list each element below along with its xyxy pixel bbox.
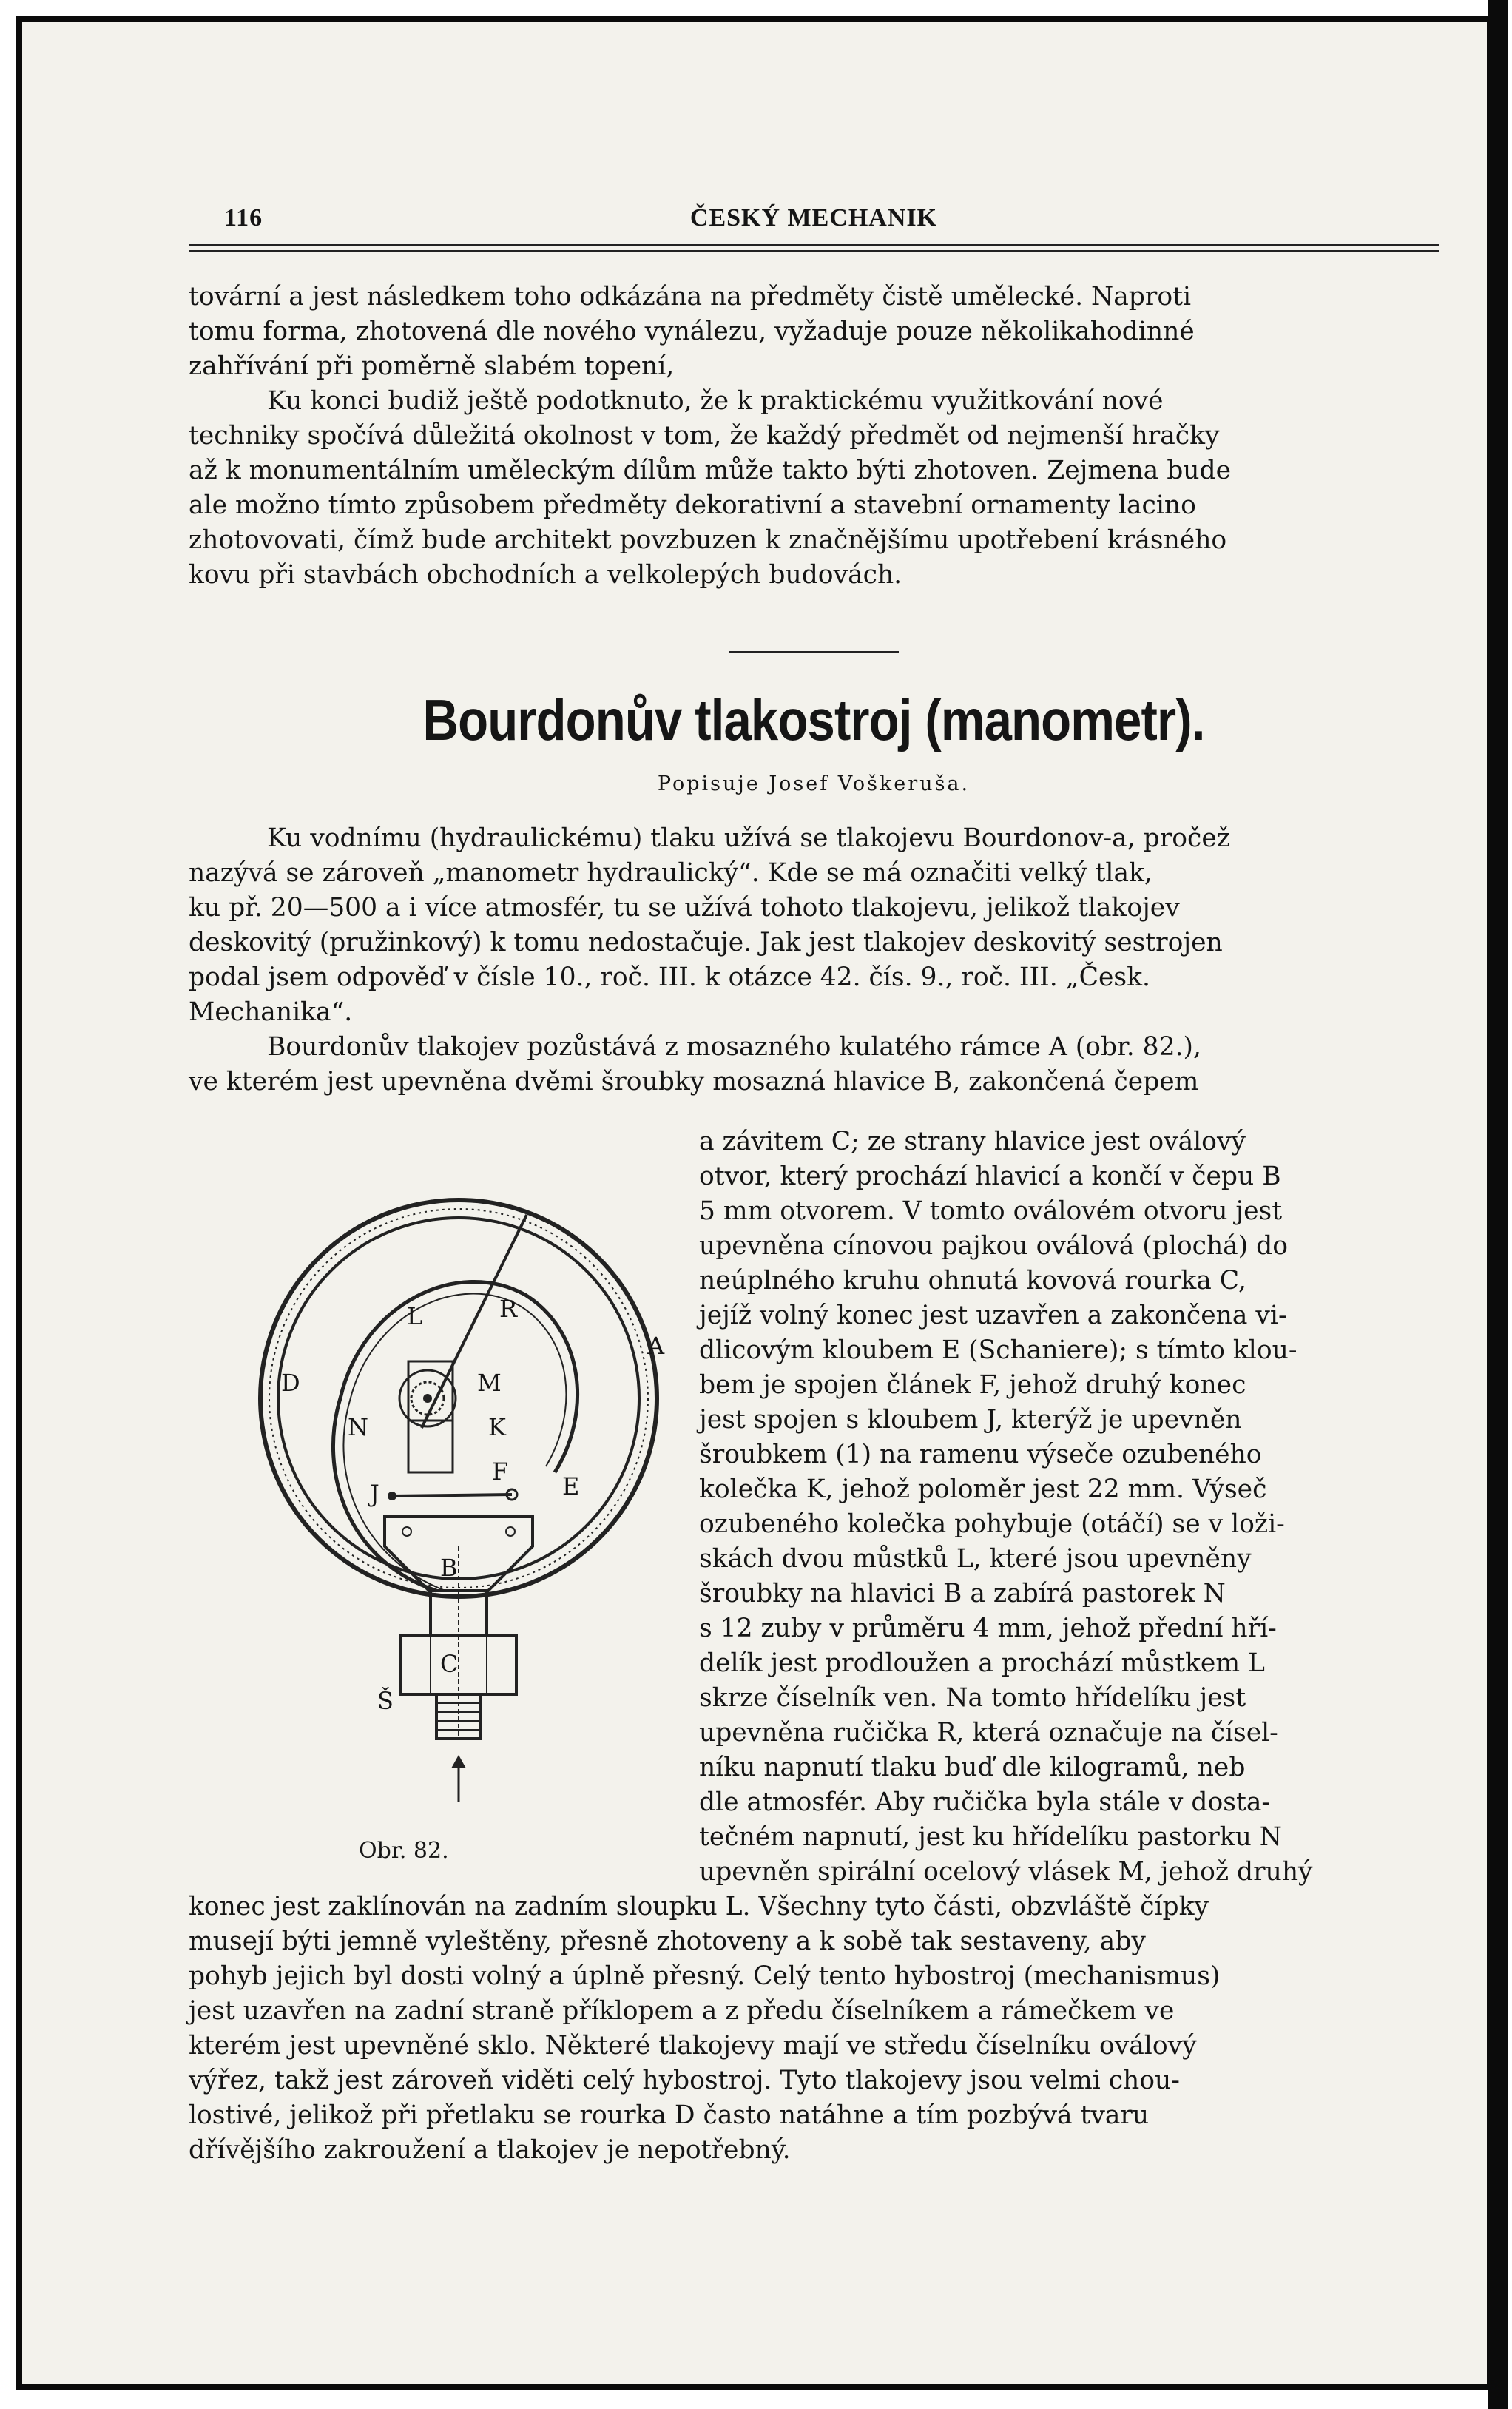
paragraph-a bbox=[189, 821, 1439, 1099]
para-line: kterém jest upevněné sklo. Některé tlakojevy mají ve středu číselníku oválový bbox=[189, 2031, 1197, 2061]
paragraph-b-end bbox=[189, 1890, 1439, 2168]
intro-line: ale možno tímto způsobem předměty dekorativní a stavební ornamenty lacino bbox=[189, 491, 1196, 520]
intro-line: zahřívání při poměrně slabém topení, bbox=[189, 351, 675, 381]
wrap-line: delík jest prodloužen a prochází můstkem L bbox=[699, 1648, 1265, 1678]
label-m: M bbox=[477, 1369, 502, 1397]
scan-edge bbox=[1488, 0, 1508, 2409]
label-a: A bbox=[647, 1332, 665, 1360]
head-screw-right bbox=[506, 1527, 515, 1536]
label-k: K bbox=[488, 1413, 506, 1441]
pressure-arrow-head bbox=[451, 1755, 466, 1768]
wrap-line: upevněna ručička R, která označuje na čísel- bbox=[699, 1718, 1278, 1748]
manometer-figure bbox=[237, 1176, 681, 1813]
wrap-line: 5 mm otvorem. V tomto oválovém otvoru jest bbox=[699, 1196, 1283, 1226]
intro-line: zhotovovati, čímž bude architekt povzbuzen k značnějšímu upotřebení krásného bbox=[189, 525, 1227, 555]
label-r: R bbox=[499, 1295, 518, 1323]
header-rule-bottom bbox=[189, 250, 1439, 252]
inner-frame-ring bbox=[278, 1218, 639, 1579]
outer-frame-ring bbox=[260, 1200, 657, 1597]
para-line: výřez, takž jest zároveň viděti celý hybostroj. Tyto tlakojevy jsou velmi chou- bbox=[189, 2066, 1180, 2095]
para-line: pohyb jejich byl dosti volný a úplně přesný. Celý tento hybostroj (mechanismus) bbox=[189, 1961, 1221, 1991]
label-n: N bbox=[348, 1413, 368, 1441]
article-title: Bourdonův tlakostroj (manometr). bbox=[422, 687, 1205, 752]
article-byline: Popisuje Josef Voškeruša. bbox=[657, 772, 971, 795]
joint-j bbox=[388, 1492, 396, 1500]
para-line: jest uzavřen na zadní straně příklopem a z předu číselníkem a rámečkem ve bbox=[189, 1996, 1175, 2026]
frame-hatching bbox=[269, 1209, 648, 1588]
wrap-line: dlicovým kloubem E (Schaniere); s tímto klou- bbox=[699, 1335, 1297, 1365]
para-line: Ku vodnímu (hydraulickému) tlaku užívá se tlakojevu Bourdonov-a, pročež bbox=[267, 823, 1230, 853]
pinion-axis bbox=[423, 1394, 432, 1403]
page-number: 116 bbox=[224, 204, 263, 232]
para-line: musejí býti jemně vyleštěny, přesně zhotoveny a k sobě tak sestaveny, aby bbox=[189, 1927, 1146, 1956]
para-line: konec jest zaklínován na zadním sloupku L. Všechny tyto části, obzvláště čípky bbox=[189, 1892, 1209, 1921]
wrap-line: skách dvou můstků L, které jsou upevněny bbox=[699, 1544, 1252, 1574]
page-header bbox=[189, 198, 1439, 243]
intro-paragraph bbox=[189, 280, 1439, 593]
para-line: ku př. 20—500 a i více atmosfér, tu se užívá tohoto tlakojevu, jelikož tlakojev bbox=[189, 893, 1180, 923]
label-e: E bbox=[562, 1472, 580, 1500]
running-head: ČESKÝ MECHANIK bbox=[689, 204, 938, 232]
wrap-line: jejíž volný konec jest uzavřen a zakončena vi- bbox=[699, 1301, 1287, 1330]
wrap-line: tečném napnutí, jest ku hřídelíku pastorku N bbox=[699, 1822, 1282, 1852]
label-c: C bbox=[440, 1650, 459, 1678]
wrap-line: s 12 zuby v průměru 4 mm, jehož přední hří- bbox=[699, 1614, 1277, 1643]
header-rule-top bbox=[189, 244, 1439, 246]
wrap-line: skrze číselník ven. Na tomto hřídelíku jest bbox=[699, 1683, 1246, 1713]
intro-line: tovární a jest následkem toho odkázána na předměty čistě umělecké. Naproti bbox=[189, 282, 1192, 311]
intro-line: Ku konci budiž ještě podotknuto, že k praktickému využitkování nové bbox=[267, 386, 1164, 416]
label-b: B bbox=[440, 1554, 458, 1582]
para-line: nazývá se zároveň „manometr hydraulický“. Kde se má označiti velký tlak, bbox=[189, 858, 1152, 888]
para-line: lostivé, jelikož při přetlaku se rourka D často natáhne a tím pozbývá tvaru bbox=[189, 2100, 1150, 2130]
para-line: dřívějšího zakroužení a tlakojev je nepotřebný. bbox=[189, 2135, 791, 2165]
wrap-line: jest spojen s kloubem J, kterýž je upevněn bbox=[699, 1405, 1242, 1435]
section-separator bbox=[729, 651, 899, 653]
label-d: D bbox=[281, 1369, 300, 1397]
wrap-line: neúplného kruhu ohnutá kovová rourka C, bbox=[699, 1266, 1246, 1296]
wrap-line: kolečka K, jehož poloměr jest 22 mm. Výseč bbox=[699, 1475, 1267, 1504]
head-screw-left bbox=[402, 1527, 411, 1536]
wrap-line: níku napnutí tlaku buď dle kilogramů, neb bbox=[699, 1753, 1246, 1782]
wrap-line: bem je spojen článek F, jehož druhý konec bbox=[699, 1370, 1246, 1400]
wrap-line: dle atmosfér. Aby ručička byla stále v dosta- bbox=[699, 1788, 1271, 1817]
bourdon-tube bbox=[333, 1281, 580, 1591]
label-s: Š bbox=[377, 1687, 394, 1715]
wrap-line: upevněna cínovou pajkou oválová (plochá) do bbox=[699, 1231, 1289, 1261]
label-j: J bbox=[370, 1480, 379, 1508]
wrap-line: šroubkem (1) na ramenu výseče ozubeného bbox=[699, 1440, 1262, 1469]
wrap-line: šroubky na hlavici B a zabírá pastorek N bbox=[699, 1579, 1226, 1608]
para-line: podal jsem odpověď v čísle 10., roč. III. k otázce 42. čís. 9., roč. III. „Česk. bbox=[189, 963, 1150, 992]
intro-line: tomu forma, zhotovená dle nového vynálezu, vyžaduje pouze několikahodinné bbox=[189, 317, 1195, 346]
para-line: Mechanika“. bbox=[189, 997, 353, 1027]
para-line: Bourdonův tlakojev pozůstává z mosazného kulatého rámce A (obr. 82.), bbox=[267, 1032, 1201, 1062]
intro-line: kovu při stavbách obchodních a velkolepých budovách. bbox=[189, 560, 902, 590]
link-arm bbox=[392, 1495, 512, 1496]
para-line: deskovitý (pružinkový) k tomu nedostačuje. Jak jest tlakojev deskovitý sestrojen bbox=[189, 928, 1223, 957]
para-line: ve kterém jest upevněna dvěmi šroubky mosazná hlavice B, zakončená čepem bbox=[189, 1067, 1199, 1096]
wrap-line: otvor, který prochází hlavicí a končí v čepu B bbox=[699, 1162, 1281, 1191]
paragraph-b-wrapped bbox=[699, 1125, 1439, 1890]
wrap-line: a závitem C; ze strany hlavice jest oválový bbox=[699, 1127, 1246, 1156]
intro-line: techniky spočívá důležitá okolnost v tom, že každý předmět od nejmenší hračky bbox=[189, 421, 1220, 451]
intro-line: až k monumentálním uměleckým dílům může takto býti zhotoven. Zejmena bude bbox=[189, 456, 1232, 485]
label-f: F bbox=[492, 1458, 509, 1486]
label-l: L bbox=[407, 1302, 423, 1330]
figure-caption: Obr. 82. bbox=[359, 1838, 449, 1864]
wrap-line: ozubeného kolečka pohybuje (otáčí) se v loži- bbox=[699, 1509, 1285, 1539]
wrap-line: upevněn spirální ocelový vlásek M, jehož druhý bbox=[699, 1857, 1313, 1887]
